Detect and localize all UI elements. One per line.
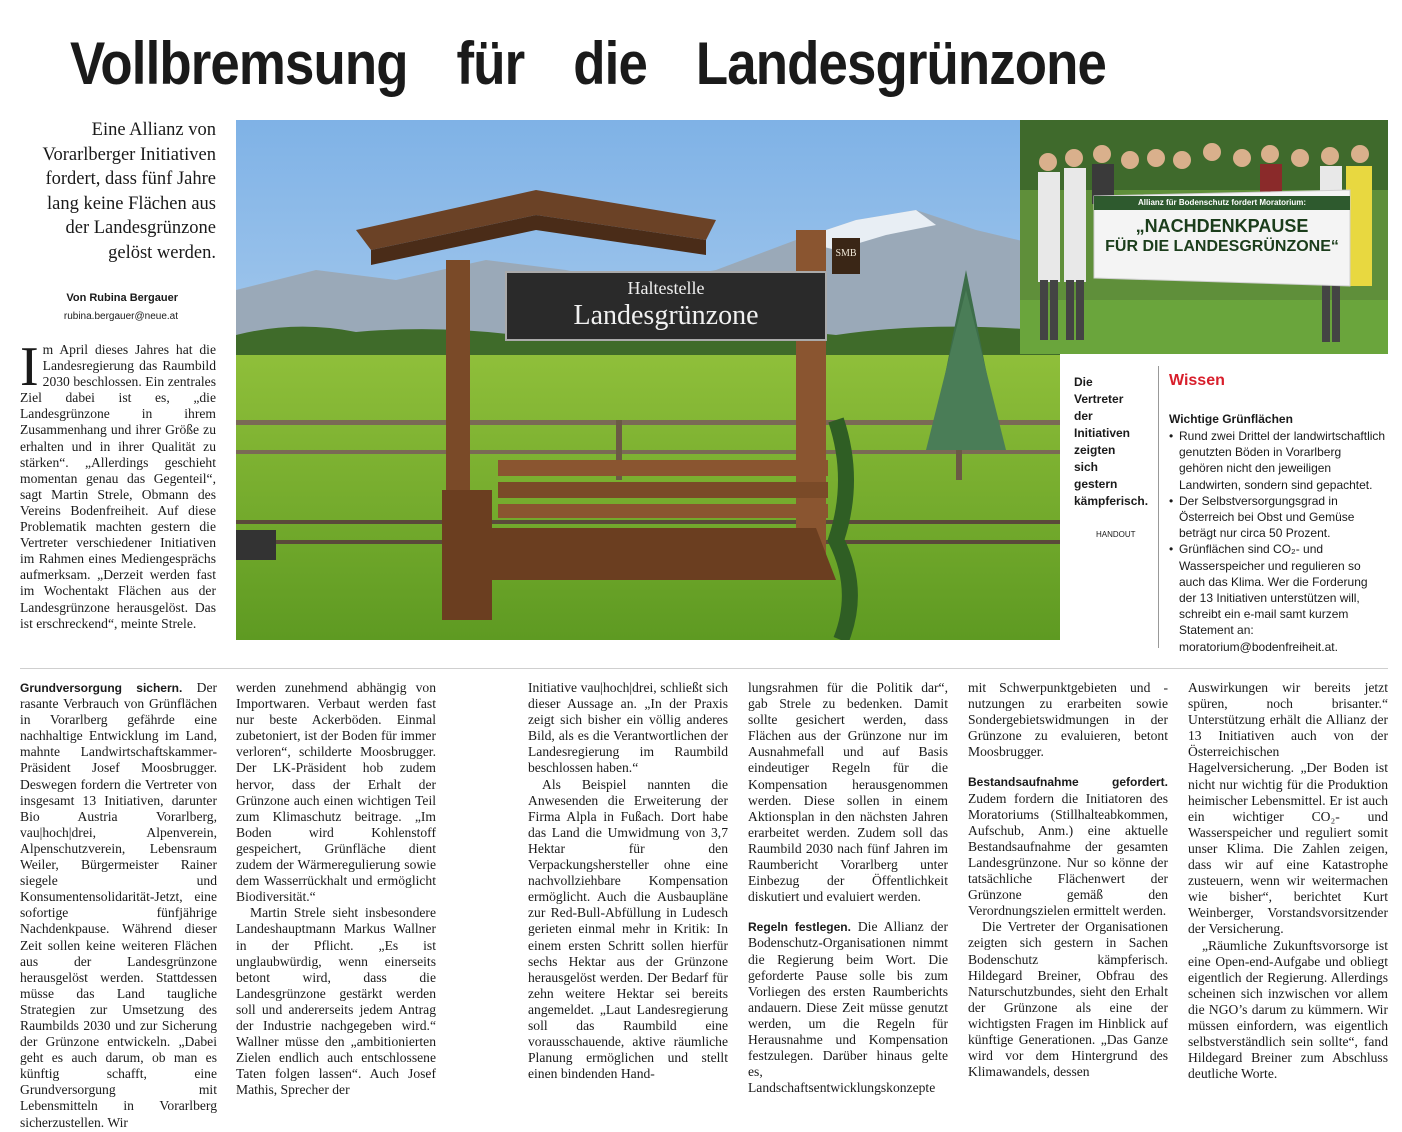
sign-line-2: Landesgrünzone <box>573 300 759 331</box>
paragraph: Die Allianz der Bodenschutz-Organisationen nimmt die Regierung beim Wort. Die geforderte Pause solle bis zum Vorliegen des ersten Raumberichts andauern. Diese Zeit müsse genutzt werden, um die Regeln für Herausnahme und Kompensation festzulegen. Darüber hinaus gelte es, Landschaftsentwicklungskonzepte <box>748 919 948 1096</box>
paragraph: Auswirkungen wir bereits jetzt spüren, noch brisanter.“ Unterstützung erhält die Allianz der 13 Initiativen auch von der Österreichischen Hagelversicherung. „Der Boden ist nicht nur wichtig für die Produktion heimischer Lebensmittel. Er ist auch ein wichtiger CO₂- und Wasserspeicher und reguliert somit unser Klima. Die Zahlen zeigen, dass wir auf eine Katastrophe zusteuern, wenn wir weitermachen wie bisher“, berichtet Kurt Weinberger, Vorstandsvorsitzender der Versicherung. <box>1188 680 1388 937</box>
paragraph: werden zunehmend abhängig von Importwaren. Verbaut werden fast nur beste Ackerböden. Einmal zubetoniert, ist der Boden für immer verloren“, schilderte Moosbrugger. Der LK-Präsident hob zudem hervor, dass der Erhalt der Grünzone auch einen wichtigen Teil zum Klimaschutz beitrage. „Im Boden wird Kohlenstoff gespeichert, Grünfläche dient zudem der Wärmeregulierung sowie dem Wasserrückhalt und ermöglicht Biodiversität.“ <box>236 680 436 905</box>
paragraph: Die Vertreter der Organisationen zeigten sich gestern in Sachen Bodenschutz kämpferisch. Hildegard Breiner, Obfrau des Naturschutzbundes, sieht den Erhalt der Grünzone als eine der wichtigsten Fragen im Hinblick auf künftige Generationen. „Das Ganze wird vor dem Hintergrund des Klimawandels, dessen <box>968 919 1168 1080</box>
article-column-4 <box>748 680 948 1096</box>
paragraph: Als Beispiel nannten die Anwesenden die Erweiterung der Firma Alpla in Fußach. Dort habe das Land die Umwidmung von 3,7 Hektar für den Verpackungshersteller ohne eine nachvollziehbare Kompensation ermöglicht. Auch die Ausbaupläne zur Red-Bull-Abfüllung in Ludesch gerieten einmal mehr in Kritik: In einem ersten Schritt sollen hierfür sechs Hektar aus der Grünzone herausgelöst werden. Der Bedarf für zehn weitere Hektar sei bereits angemeldet. „Laut Landesregierung soll das Raumbild eine vorausschauende, aktive räumliche Planung ermöglichen und stellt einen bindenden Hand- <box>528 776 728 1082</box>
headline: Vollbremsung für die Landesgrünzone <box>70 30 1107 97</box>
section-divider <box>20 668 1388 669</box>
sign-line-1: Haltestelle <box>627 278 705 298</box>
article-column-3 <box>528 680 728 1082</box>
info-box <box>1158 366 1388 654</box>
photo-credit: HANDOUT <box>1096 530 1136 539</box>
paragraph: Der rasante Verbrauch von Grünflächen in Vorarlberg gefährde eine nachhaltige Entwicklung im Land, mahnte Landwirtschaftskammer-Präsident Josef Moosbrugger. Deswegen fordern die Vertreter von insgesamt 13 Initiativen, darunter Bio Austria Vorarlberg, vau|hoch|drei, Alpenverein, Alpenschutzverein, Lebensraum Weiler, Bürgermeister Rainer siegele und Konsumentensolidarität-Jetzt, eine sofortige fünfjährige Nachdenkpause. Während dieser Zeit sollen keine weiteren Flächen aus der Landesgrünzone herausgelöst werden. Stattdessen müsse das Land taugliche Strategien zur Umsetzung des Raumbilds 2030 und zur Sicherung der Grünzone entwickeln. „Dabei geht es auch darum, ob man es künftig schafft, eine Grundversorgung mit Lebensmitteln in Vorarlberg sicherzustellen. Wir <box>20 680 218 1130</box>
drop-cap: I <box>20 336 39 398</box>
info-box-subtitle: Wichtige Grünflächen <box>1169 412 1293 426</box>
sign-badge: SMB <box>835 248 857 259</box>
paragraph: Zudem fordern die Initiatoren des Moratoriums (Stillhalteabkommen, Aufschub, Anm.) eine aktuelle Bestandsaufnahme der gesamten Landesgrünzone. Nur so könne der tatsächliche Flächenwert der Grünzone gemäß den Verordnungszielen ermittelt werden. <box>968 790 1168 919</box>
paragraph: Martin Strele sieht insbesondere Landeshauptmann Markus Wallner in der Pflicht. „Es ist unglaubwürdig, wenn einerseits betont wird, dass die Landesgrünzone gestärkt werden soll und andererseits jedem Antrag der Industrie nachgegeben wird.“ Wallner müsse den „ambitionierten Zielen endlich auch entschlossene Taten folgen lassen“. Auch Josef Mathis, Sprecher der <box>236 905 436 1098</box>
article-column-6 <box>1188 680 1388 1082</box>
subheading: Regeln festlegen. <box>748 920 851 935</box>
banner-top-line: Allianz für Bodenschutz fordert Moratorium: <box>1138 198 1306 207</box>
info-box-title: Wissen <box>1169 372 1225 389</box>
article-column-2 <box>236 680 436 1098</box>
lead-text: Eine Allianz von Vorarlberger Initiativen fordert, dass fünf Jahre lang keine Flächen aus der Landesgrünzone gelöst werden. <box>42 120 216 263</box>
author-byline: Von Rubina Bergauer <box>66 292 178 304</box>
intro-text: m April dieses Jahres hat die Landesregierung das Raumbild 2030 beschlossen. Ein zentrales Ziel dabei ist es, „die Landesgrünzone in ihrem Zusammenhang und ihrer Größe zu erhalten und in ihrer Qualität zu stärken“. „Allerdings geschieht momentan genau das Gegenteil“, sagt Martin Strele, Obmann des Vereins Bodenfreiheit. Auf diese Problematik machten gestern die Vertreter verschiedener Initiativen im Rahmen eines Mediengesprächs aufmerksam. „Derzeit werden fast im Wochentakt Flächen aus der Landesgrünzone herausgelöst. Das ist erschreckend“, meinte Strele. <box>20 342 216 631</box>
photo-caption: Die Vertreter der Initiativen zeigten sich gestern kämpferisch. <box>1074 375 1149 508</box>
info-box-list <box>1169 428 1388 655</box>
banner-line-2: FÜR DIE LANDESGRÜNZONE“ <box>1105 238 1339 255</box>
list-item: • Der Selbstversorgungsgrad in Österreich bei Obst und Gemüse beträgt nur circa 50 Prozent. <box>1169 493 1388 542</box>
article-column-1 <box>20 680 217 1131</box>
paragraph: „Räumliche Zukunftsvorsorge ist eine Open-end-Aufgabe und obliegt eigentlich der Regierung. Allerdings scheinen sich inzwischen vor allem die NGO’s darum zu kümmern. Wir müssen einfordern, was eigentlich selbstverständlich sein sollte“, fand Hildegard Breiner zum Abschluss deutliche Worte. <box>1188 937 1388 1082</box>
author-email[interactable]: rubina.bergauer@neue.at <box>63 311 178 322</box>
article-column-5 <box>968 680 1168 1080</box>
paragraph: lungsrahmen für die Politik dar“, gab Strele zu bedenken. Damit sollte gesichert werden, dass Flächen aus der Grünzone nur im Ausnahmefall und auf Basis eindeutiger Regeln für die Kompensation herausgenommen werden. Diese sollen in einem Aktionsplan in den nächsten Jahren erarbeitet werden. Zudem soll das Raumbild 2030 nach fünf Jahren im Raumbericht Vorarlberg unter Einbezug der Öffentlichkeit diskutiert und evaluiert werden. <box>748 680 948 905</box>
list-item: • Rund zwei Drittel der landwirtschaftlich genutzten Böden in Vorarlberg gehören nicht den jeweiligen Landwirten, sondern sind gepachtet. <box>1169 428 1388 493</box>
list-item: • Grünflächen sind CO₂- und Wasserspeicher und regulieren so auch das Klima. Wer die Forderung der 13 Initiativen unterstützen will, schreibt ein e-mail samt kurzem Statement an: moratorium@bodenfreiheit.at. <box>1169 541 1388 654</box>
subheading: Grundversorgung sichern. <box>20 681 183 695</box>
banner-line-1: „NACHDENKPAUSE <box>1135 216 1309 236</box>
subheading: Bestandsaufnahme gefordert. <box>968 775 1168 790</box>
paragraph: mit Schwerpunktgebieten und -nutzungen zu erarbeiten sowie Sondergebietswidmungen in der Grünzone zu evaluieren, betont Moosbrugger. <box>968 680 1168 760</box>
intro-column <box>20 336 216 632</box>
group-photo <box>1020 120 1388 354</box>
paragraph: Initiative vau|hoch|drei, schließt sich dieser Aussage an. „In der Praxis zeigt sich bisher ein völlig anderes Bild, als es die Verantwortlichen der Landesregierung im Raumbild beschlossen haben.“ <box>528 680 728 776</box>
main-photo <box>236 120 1060 640</box>
